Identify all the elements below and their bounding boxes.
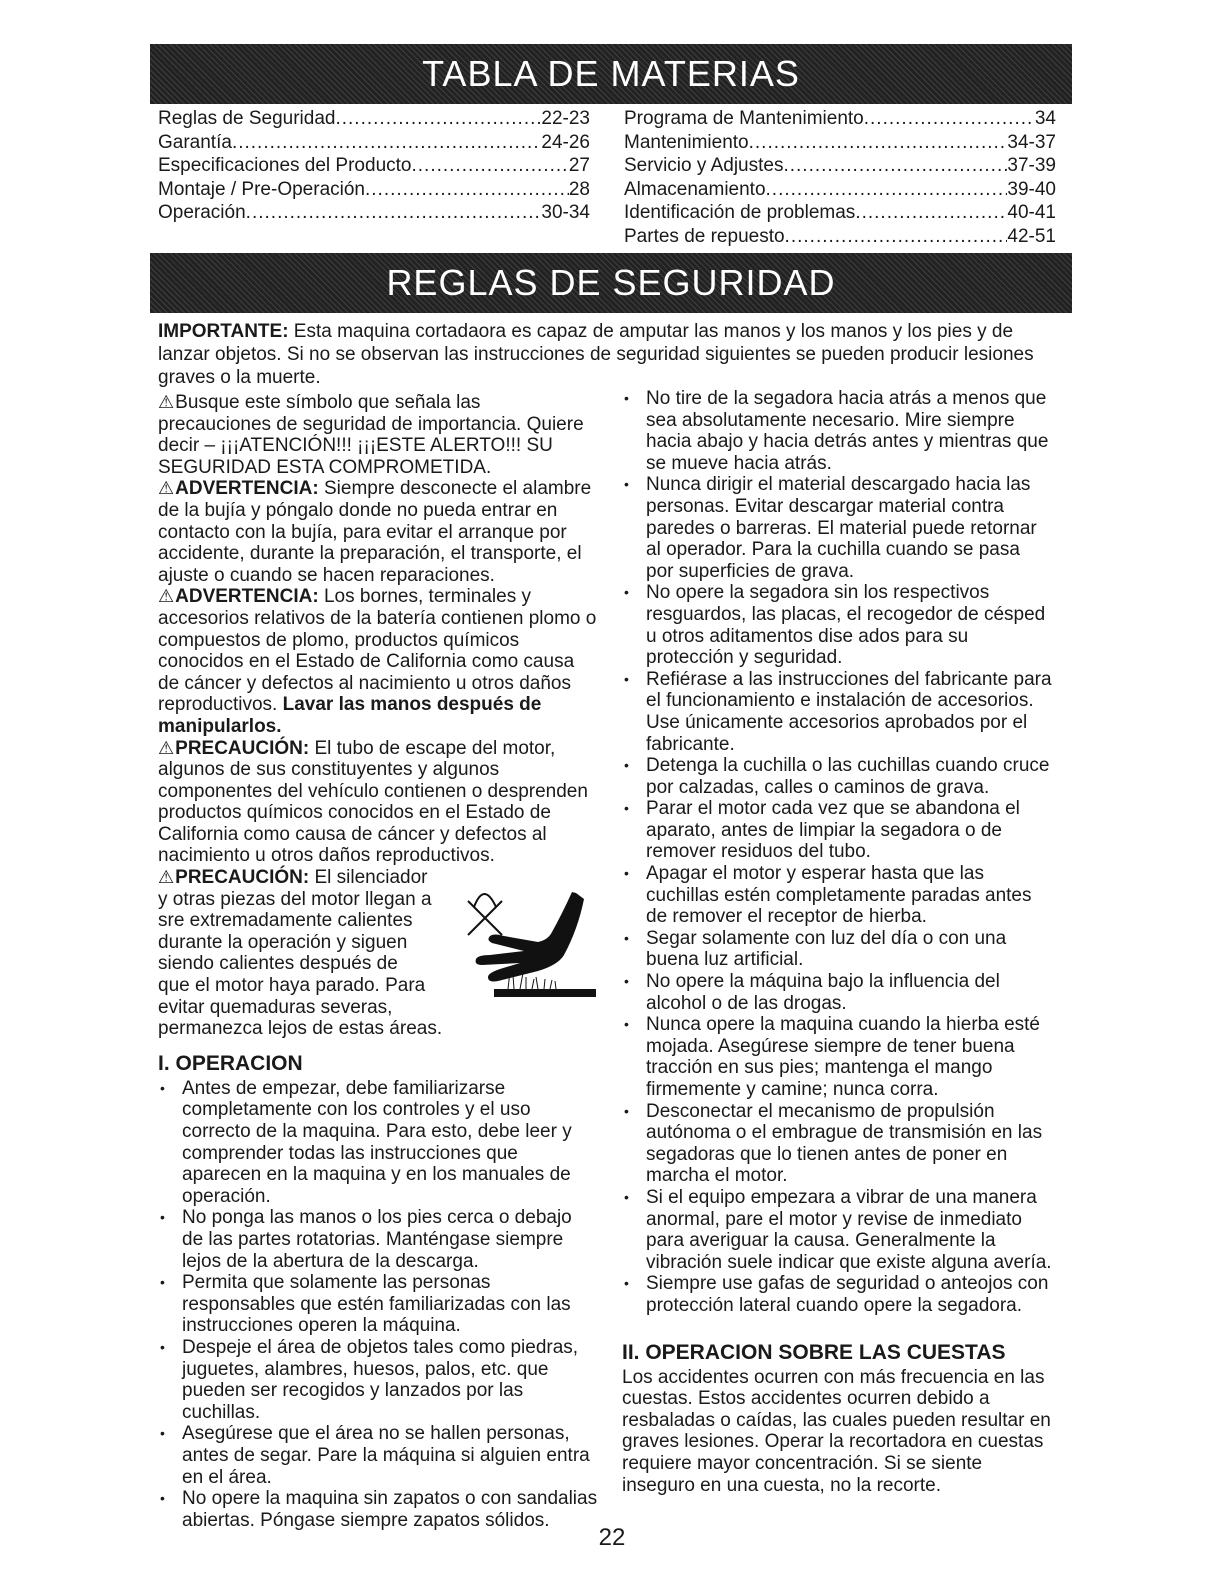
toc-entry: [158, 201, 590, 225]
section-operacion-title: I. OPERACION: [158, 1051, 303, 1075]
warning-triangle-icon: ⚠: [158, 737, 175, 758]
section-cuestas-title: II. OPERACION SOBRE LAS CUESTAS: [622, 1340, 1006, 1364]
toc-entry: [158, 107, 590, 131]
toc-right-column: [624, 107, 1056, 248]
warning-triangle-icon: ⚠: [158, 478, 175, 499]
intro-paragraph: [158, 320, 1058, 389]
page-number: 22: [598, 1524, 626, 1551]
toc-entry: [624, 107, 1056, 131]
toc-label: Programa de Mantenimiento: [624, 108, 864, 129]
symbol-note: ⚠Busque este símbolo que señala las precauciones de seguridad de importancia. Quiere decir – ¡¡¡ATENCIÓN!!! ¡¡¡ESTE ALERTO!!! SU SEGURIDAD ESTA COMPROMETIDA.: [158, 392, 584, 478]
list-item: • Si el equipo empezara a vibrar de una manera anormal, pare el motor y revise de inmediato para averiguar la causa. Generalmente la vibración suele indicar que existe alguna avería.: [622, 1187, 1052, 1273]
toc-label: Mantenimiento: [624, 131, 749, 153]
list-item: • Siempre use gafas de seguridad o anteojos con protección lateral cuando opere la segadora.: [622, 1273, 1052, 1316]
toc-page: 40-41: [1007, 202, 1056, 223]
warning-triangle-icon: ⚠: [158, 867, 175, 888]
toc-page: 34: [1034, 108, 1056, 129]
list-item: • Refiérase a las instrucciones del fabricante para el funcionamiento e instalación de accesorios. Use únicamente accesorios aprobados por el fabricante.: [622, 669, 1052, 755]
warning-triangle-icon: ⚠: [158, 392, 175, 412]
toc-label: Especificaciones del Producto: [158, 155, 412, 176]
hot-surface-hand-icon: [438, 873, 598, 1003]
toc-title: TABLA DE MATERIAS: [422, 53, 800, 94]
safety-title: REGLAS DE SEGURIDAD: [386, 262, 836, 303]
intro-lead: IMPORTANTE:: [158, 321, 289, 342]
list-item: • Despeje el área de objetos tales como piedras, juguetes, alambres, huesos, palos, etc. que pueden ser recogidos y lanzados por las cuchillas.: [158, 1337, 598, 1423]
list-item: • Detenga la cuchilla o las cuchillas cuando cruce por calzadas, calles o caminos de grava.: [622, 755, 1052, 798]
toc-entry: [624, 225, 1056, 249]
list-item: • No opere la máquina bajo la influencia del alcohol o de las drogas.: [622, 971, 1052, 1014]
toc-entry: [158, 154, 590, 178]
toc-label: Almacenamiento: [624, 178, 766, 200]
toc-page: 27: [568, 155, 590, 176]
toc-label: Partes de repuesto: [624, 225, 785, 247]
list-item: • Permita que solamente las personas responsables que estén familiarizadas con las instrucciones operen la máquina.: [158, 1272, 598, 1337]
list-item: • Antes de empezar, debe familiarizarse completamente con los controles y el uso correcto de la maquina. Para esto, debe leer y comprender todas las instrucciones que aparecen en la maquina y en los manuales de operación.: [158, 1078, 598, 1208]
list-item: • Nunca dirigir el material descargado hacia las personas. Evitar descargar material contra paredes o barreras. El material puede retornar al operador. Para la cuchilla cuando se pasa por superficies de grava.: [622, 474, 1052, 582]
list-item: • Segar solamente con luz del día o con una buena luz artificial.: [622, 928, 1052, 971]
intro-text: Esta maquina cortadaora es capaz de amputar las manos y los manos y los pies y de lanzar objetos. Si no se observan las instrucciones de seguridad siguientes se pueden producir lesiones graves o la muerte.: [158, 321, 1034, 388]
toc-label: Operación: [158, 202, 246, 223]
list-item: • Desconectar el mecanismo de propulsión autónoma o el embrague de transmisión en las segadoras que lo tienen antes de poner en marcha el motor.: [622, 1101, 1052, 1187]
toc-label: Garantía: [158, 131, 232, 153]
safety-list: [622, 388, 1052, 1317]
warning-battery-wire: ⚠ADVERTENCIA: Siempre desconecte el alambre de la bujía y póngalo donde no pueda entrar en contacto con la bujía, para evitar el arranque por accidente, durante la preparación, el transporte, el ajuste o cuando se hacen reparaciones.: [158, 478, 592, 586]
list-item: • No opere la segadora sin los respectivos resguardos, las placas, el recogedor de césped u otros aditamentos dise ados para su protección y seguridad.: [622, 582, 1052, 668]
toc-label: Identificación de problemas: [624, 202, 856, 223]
toc-left-column: [158, 107, 590, 225]
toc-entry: [624, 178, 1056, 202]
toc-label: Reglas de Seguridad: [158, 108, 336, 129]
list-item: • Parar el motor cada vez que se abandona el aparato, antes de limpiar la segadora o de remover residuos del tubo.: [622, 798, 1052, 863]
list-item: • No ponga las manos o los pies cerca o debajo de las partes rotatorias. Manténgase siempre lejos de la abertura de la descarga.: [158, 1207, 598, 1272]
toc-entry: [624, 201, 1056, 225]
warning-triangle-icon: ⚠: [158, 586, 175, 607]
toc-page: 24-26: [541, 131, 590, 153]
operacion-list: [158, 1078, 598, 1531]
section-cuestas-text: Los accidentes ocurren con más frecuencia en las cuestas. Estos accidentes ocurren debido a resbaladas o caídas, las cuales pueden resultar en graves lesiones. Operar la recortadora en cuestas requiere mayor concentración. Si se siente inseguro en una cuesta, no la recorte.: [622, 1366, 1051, 1496]
toc-entry: [624, 154, 1056, 178]
warning-battery-lead: ⚠ADVERTENCIA: Los bornes, terminales y accesorios relativos de la batería contienen plomo o compuestos de plomo, productos químicos conocidos en el Estado de California como causa de cáncer y defectos al nacimiento u otros daños reproductivos. Lavar las manos después de manipularlos.: [158, 586, 597, 737]
list-item: • Apagar el motor y esperar hasta que las cuchillas estén completamente paradas antes de remover el receptor de hierba.: [622, 863, 1052, 928]
toc-entry: [624, 131, 1056, 155]
list-item: • No tire de la segadora hacia atrás a menos que sea absolutamente necesario. Mire siempre hacia abajo y hacia detrás antes y mientras que se mueve hacia atrás.: [622, 388, 1052, 474]
list-item: • Asegúrese que el área no se hallen personas, antes de segar. Pare la máquina si alguien entra en el área.: [158, 1423, 598, 1488]
toc-label: Servicio y Adjustes: [624, 155, 784, 176]
toc-page: 37-39: [1007, 155, 1056, 176]
toc-label: Montaje / Pre-Operación: [158, 178, 365, 200]
toc-entry: [158, 131, 590, 155]
left-column: [158, 392, 598, 1531]
caution-muffler: ⚠PRECAUCIÓN: El silenciador y otras piezas del motor llegan a sre extremadamente calientes durante la operación y siguen siendo calientes después de que el motor haya parado. Para evitar quemaduras severas, permanezca lejos de estas áreas.: [158, 867, 598, 1040]
list-item: • No opere la maquina sin zapatos o con sandalias abiertas. Póngase siempre zapatos sólidos.: [158, 1488, 598, 1531]
toc-page: 30-34: [541, 202, 590, 223]
toc-page: 39-40: [1007, 178, 1056, 200]
toc-entry: [158, 178, 590, 202]
caution-exhaust: ⚠PRECAUCIÓN: El tubo de escape del motor, algunos de sus constituyentes y algunos componentes del vehículo contienen o desprenden productos químicos conocidos en el Estado de California como causa de cáncer y defectos al nacimiento u otros daños reproductivos.: [158, 737, 588, 867]
toc-page: 42-51: [1007, 225, 1056, 247]
list-item: • Nunca opere la maquina cuando la hierba esté mojada. Asegúrese siempre de tener buena tracción en sus pies; mantenga el mango firmemente y camine; nunca corra.: [622, 1014, 1052, 1100]
toc-page: 22-23: [541, 108, 590, 129]
toc-banner: [150, 44, 1072, 104]
toc-page: 28: [568, 178, 590, 200]
right-column: [622, 388, 1052, 1496]
toc-page: 34-37: [1007, 131, 1056, 153]
safety-banner: [150, 253, 1072, 313]
